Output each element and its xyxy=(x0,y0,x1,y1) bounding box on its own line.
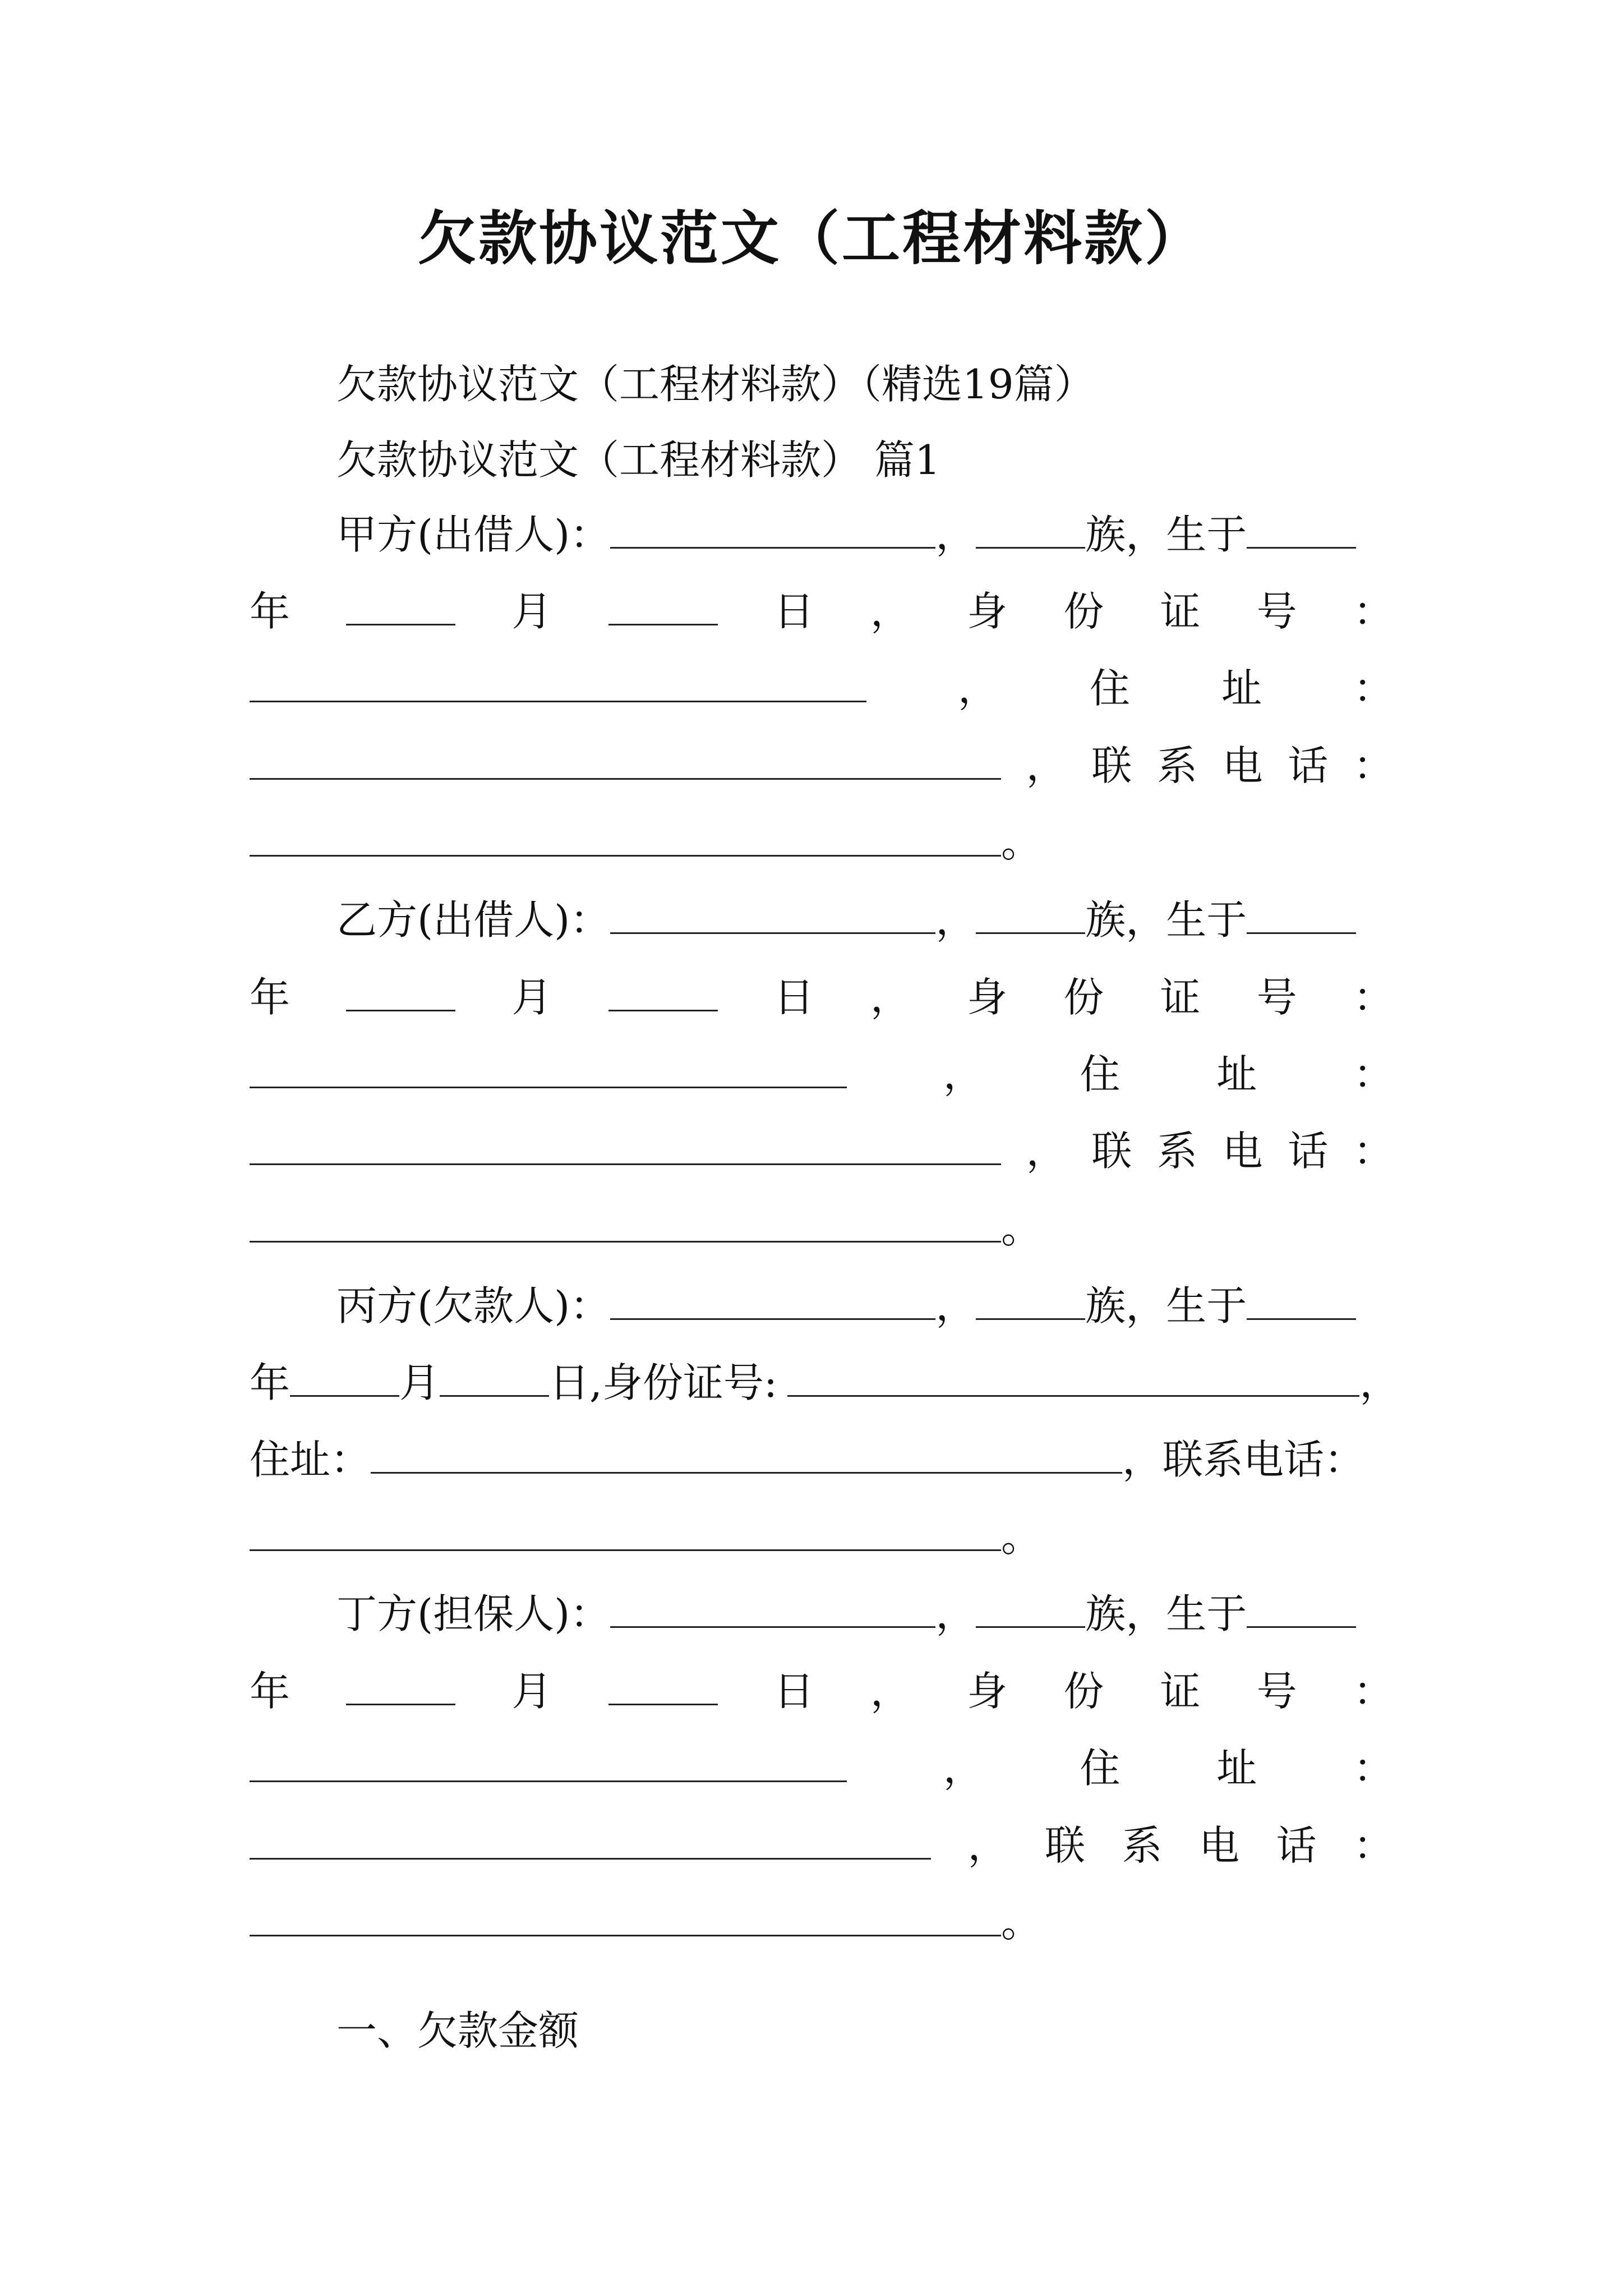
party-d-year-blank[interactable] xyxy=(1247,1591,1356,1628)
party-b-line-2 xyxy=(250,972,1394,1023)
party-a-address-blank[interactable] xyxy=(250,743,1001,780)
day-label: 日 xyxy=(773,588,814,635)
party-d-ethnicity-blank[interactable] xyxy=(976,1591,1085,1628)
id-label-char: 份 xyxy=(1063,588,1104,635)
comma: ， xyxy=(1026,1128,1067,1175)
id-label-char: 身 xyxy=(967,588,1008,635)
party-d-line-1 xyxy=(250,1589,1481,1639)
phone-label-char: 联 xyxy=(1044,1822,1085,1869)
party-b-month-blank[interactable] xyxy=(346,975,455,1011)
address-label-char: 址 xyxy=(1216,1745,1257,1792)
month-label: 月 xyxy=(511,1668,552,1715)
party-d-id-blank[interactable] xyxy=(250,1746,847,1782)
party-a-year-blank[interactable] xyxy=(1247,512,1356,549)
colon: ： xyxy=(1353,1051,1394,1098)
ethnicity-label: 族 xyxy=(1085,1590,1126,1637)
address-label-char: 址 xyxy=(1216,1051,1257,1098)
comma: ， xyxy=(935,1590,976,1637)
party-c-ethnicity-blank[interactable] xyxy=(976,1283,1085,1320)
party-b-line-1 xyxy=(250,895,1481,945)
comma: ， xyxy=(870,588,911,635)
comma: ， xyxy=(943,1745,984,1792)
comma: ， xyxy=(1026,742,1067,789)
party-d-line-4 xyxy=(250,1820,1394,1871)
id-label-char: 身 xyxy=(967,974,1008,1021)
party-d-line-2 xyxy=(250,1666,1394,1717)
phone-label-char: 话 xyxy=(1288,1128,1329,1175)
phone-label-char: 系 xyxy=(1122,1822,1163,1869)
id-label-char: 证 xyxy=(1160,1668,1201,1715)
comma: ， xyxy=(957,665,998,712)
party-c-name-blank[interactable] xyxy=(610,1283,935,1320)
comma: ， xyxy=(935,1282,976,1329)
phone-label-char: 联 xyxy=(1091,1128,1132,1175)
phone-label-char: 系 xyxy=(1156,1128,1197,1175)
party-c-line-2 xyxy=(250,1358,1400,1408)
party-b-line-4 xyxy=(250,1126,1394,1176)
year-label: 年 xyxy=(250,588,291,635)
party-b-year-blank[interactable] xyxy=(1247,898,1356,934)
party-b-line-3 xyxy=(250,1049,1394,1099)
phone-label: ，联系电话： xyxy=(1122,1436,1365,1483)
comma: ， xyxy=(1126,511,1166,558)
month-label: 月 xyxy=(399,1359,440,1406)
party-c-month-blank[interactable] xyxy=(290,1360,399,1397)
born-label: 生于 xyxy=(1166,896,1247,944)
born-label: 生于 xyxy=(1166,1282,1247,1329)
party-b-address-blank[interactable] xyxy=(250,1129,1001,1165)
comma: ， xyxy=(943,1051,984,1098)
born-label: 生于 xyxy=(1166,511,1247,558)
section-heading-1 xyxy=(250,2005,1481,2056)
party-b-day-blank[interactable] xyxy=(608,975,718,1011)
party-a-line-5 xyxy=(250,817,1394,868)
party-b-line-5 xyxy=(250,1203,1394,1254)
party-a-id-blank[interactable] xyxy=(250,666,866,702)
subtitle-text: 欠款协议范文（工程材料款）（精选19篇） xyxy=(336,361,1095,408)
section-title xyxy=(250,435,1481,485)
colon: ： xyxy=(1353,588,1394,635)
day-label: 日 xyxy=(773,974,814,1021)
colon: ： xyxy=(1353,665,1394,712)
id-label: 日,身份证号: xyxy=(549,1359,778,1406)
colon: ： xyxy=(1353,1822,1394,1869)
comma: ， xyxy=(1126,1590,1166,1637)
party-d-line-5 xyxy=(250,1897,1394,1948)
phone-label-char: 电 xyxy=(1198,1822,1239,1869)
heading-debt-amount: 一、欠款金额 xyxy=(336,2007,579,2054)
id-label-char: 份 xyxy=(1063,1668,1104,1715)
party-c-line-4 xyxy=(250,1512,1394,1562)
party-d-phone-blank[interactable] xyxy=(250,1900,1001,1936)
id-label-char: 证 xyxy=(1160,588,1201,635)
colon: ： xyxy=(1353,742,1394,789)
party-c-phone-blank[interactable] xyxy=(250,1515,1001,1551)
party-c-line-1 xyxy=(250,1281,1481,1331)
period: 。 xyxy=(1001,1899,1042,1946)
party-b-id-blank[interactable] xyxy=(250,1052,847,1088)
document-title: 欠款协议范文（工程材料款） xyxy=(417,204,1205,273)
party-a-name-blank[interactable] xyxy=(610,512,935,549)
subtitle xyxy=(250,359,1481,409)
comma: ， xyxy=(1359,1359,1400,1406)
id-label-char: 号 xyxy=(1256,974,1297,1021)
year-label: 年 xyxy=(250,974,291,1021)
month-label: 月 xyxy=(511,588,552,635)
month-label: 月 xyxy=(511,974,552,1021)
year-label: 年 xyxy=(250,1359,291,1406)
party-c-label: 丙方(欠款人)： xyxy=(336,1282,611,1329)
id-label-char: 证 xyxy=(1160,974,1201,1021)
colon: ： xyxy=(1353,1745,1394,1792)
party-a-day-blank[interactable] xyxy=(608,589,718,625)
period: 。 xyxy=(1001,1205,1042,1252)
day-label: 日 xyxy=(773,1668,814,1715)
party-d-day-blank[interactable] xyxy=(608,1669,718,1705)
party-a-label: 甲方(出借人)： xyxy=(336,511,611,558)
comma: ， xyxy=(935,896,976,944)
ethnicity-label: 族 xyxy=(1085,896,1126,944)
phone-label-char: 系 xyxy=(1156,742,1197,789)
party-d-label: 丁方(担保人)： xyxy=(336,1590,611,1637)
id-label-char: 份 xyxy=(1063,974,1104,1021)
party-c-day-blank[interactable] xyxy=(440,1360,549,1397)
party-b-label: 乙方(出借人)： xyxy=(336,896,611,944)
party-d-month-blank[interactable] xyxy=(346,1669,455,1705)
party-a-month-blank[interactable] xyxy=(346,589,455,625)
party-a-line-3 xyxy=(250,663,1394,714)
colon: ： xyxy=(1353,1128,1394,1175)
party-a-line-2 xyxy=(250,586,1394,637)
period: 。 xyxy=(1001,819,1042,866)
comma: ， xyxy=(1126,1282,1166,1329)
party-d-line-3 xyxy=(250,1743,1394,1793)
address-label: 住址： xyxy=(250,1436,371,1483)
address-label-char: 住 xyxy=(1089,665,1130,712)
comma: ， xyxy=(870,1668,911,1715)
party-d-address-blank[interactable] xyxy=(250,1823,931,1860)
year-label: 年 xyxy=(250,1668,291,1715)
id-label-char: 号 xyxy=(1256,588,1297,635)
phone-label-char: 联 xyxy=(1091,742,1132,789)
colon: ： xyxy=(1353,1668,1394,1715)
party-a-line-4 xyxy=(250,740,1394,791)
party-b-phone-blank[interactable] xyxy=(250,1206,1001,1243)
party-b-name-blank[interactable] xyxy=(610,898,935,934)
party-c-address-blank[interactable] xyxy=(371,1437,1122,1474)
party-a-phone-blank[interactable] xyxy=(250,820,1001,857)
id-label-char: 身 xyxy=(967,1668,1008,1715)
ethnicity-label: 族 xyxy=(1085,511,1126,558)
address-label-char: 住 xyxy=(1080,1051,1121,1098)
born-label: 生于 xyxy=(1166,1590,1247,1637)
comma: ， xyxy=(967,1822,1008,1869)
comma: ， xyxy=(1126,896,1166,944)
party-b-ethnicity-blank[interactable] xyxy=(976,898,1085,934)
address-label-char: 住 xyxy=(1080,1745,1121,1792)
party-d-name-blank[interactable] xyxy=(610,1591,935,1628)
phone-label-char: 电 xyxy=(1222,742,1263,789)
period: 。 xyxy=(1001,1513,1042,1561)
comma: ， xyxy=(870,974,911,1021)
party-c-id-blank[interactable] xyxy=(787,1360,1359,1397)
colon: ： xyxy=(1353,974,1394,1021)
phone-label-char: 话 xyxy=(1276,1822,1317,1869)
comma: ， xyxy=(935,511,976,558)
party-c-year-blank[interactable] xyxy=(1247,1283,1356,1320)
address-label-char: 址 xyxy=(1221,665,1262,712)
party-c-line-3 xyxy=(250,1434,1394,1485)
ethnicity-label: 族 xyxy=(1085,1282,1126,1329)
phone-label-char: 电 xyxy=(1222,1128,1263,1175)
phone-label-char: 话 xyxy=(1288,742,1329,789)
party-a-line-1 xyxy=(250,509,1481,560)
section-title-text: 欠款协议范文（工程材料款） 篇1 xyxy=(336,436,940,484)
party-a-ethnicity-blank[interactable] xyxy=(976,512,1085,549)
id-label-char: 号 xyxy=(1256,1668,1297,1715)
